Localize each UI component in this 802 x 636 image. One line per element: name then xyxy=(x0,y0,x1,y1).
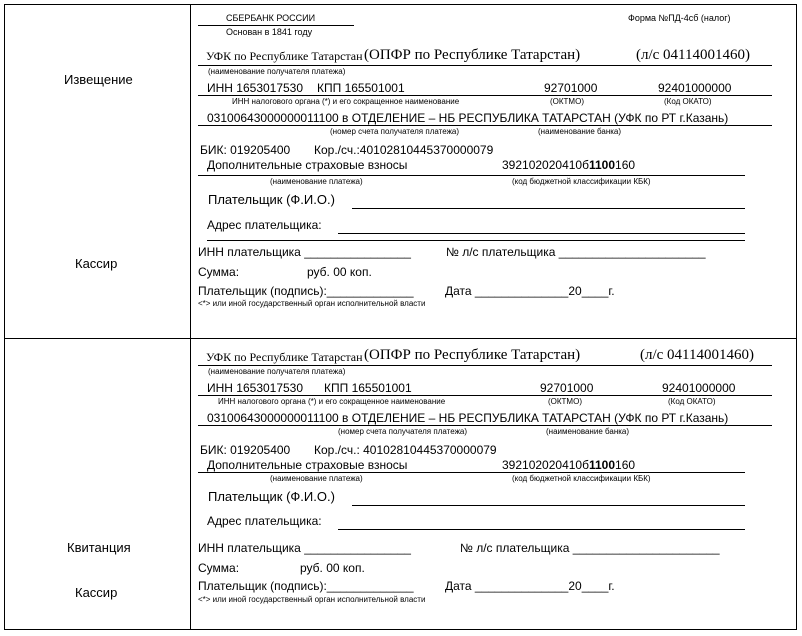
payment-caption: (наименование платежа) xyxy=(270,177,363,186)
recipient-name: (ОПФР по Республике Татарстан) xyxy=(364,47,581,63)
payer-inn-field[interactable]: ИНН плательщика ________________ xyxy=(198,245,411,259)
inn-caption: ИНН налогового органа (*) и его сокращенное наименование xyxy=(218,397,446,406)
footnote: <*> или иной государственный орган исполнительной власти xyxy=(198,299,426,308)
recipient-account: (л/с 04114001460) xyxy=(636,47,750,63)
payer-address-field-2[interactable] xyxy=(207,240,745,241)
okato-value: 92401000000 xyxy=(662,381,736,395)
payer-address-field[interactable] xyxy=(338,233,745,234)
okato-caption: (Код ОКАТО) xyxy=(668,397,716,406)
cashier-label: Кассир xyxy=(75,256,118,271)
payer-signature-field[interactable]: Плательщик (подпись):_____________ xyxy=(198,579,414,593)
recipient-prefix: УФК по Республике Татарстан xyxy=(206,49,363,63)
kor-account-value: Кор./сч.: 40102810445370000079 xyxy=(314,443,497,457)
inn-caption: ИНН налогового органа (*) и его сокращенное наименование xyxy=(232,97,460,106)
account-line: 03100643000000011100 в ОТДЕЛЕНИЕ – НБ РЕСПУБЛИКА ТАТАРСТАН (УФК по РТ г.Казань) xyxy=(207,111,729,125)
payer-address-label: Адрес плательщика: xyxy=(207,218,322,232)
account-rule xyxy=(198,425,772,426)
payment-name: Дополнительные страховые взносы xyxy=(207,158,408,172)
bank-caption: (наименование банка) xyxy=(546,427,630,436)
recipient-prefix: УФК по Республике Татарстан xyxy=(206,350,363,364)
payment-name: Дополнительные страховые взносы xyxy=(207,458,408,472)
date-field[interactable]: Дата ______________20____г. xyxy=(445,284,615,298)
account-caption: (номер счета получателя платежа) xyxy=(338,427,468,436)
payment-rule xyxy=(198,472,745,473)
cashier-label: Кассир xyxy=(75,585,118,600)
payer-name-label: Плательщик (Ф.И.О.) xyxy=(208,489,335,504)
kbk-code-part-a: 392102020410б xyxy=(502,158,589,172)
payer-account-field[interactable]: № л/с плательщика ______________________ xyxy=(460,541,720,555)
payer-name-field[interactable] xyxy=(352,505,745,506)
sum-value: руб. 00 коп. xyxy=(300,561,365,575)
payment-caption: (наименование платежа) xyxy=(270,474,363,483)
payer-address-field[interactable] xyxy=(338,529,745,530)
oktmo-value: 92701000 xyxy=(544,81,598,95)
kbk-code xyxy=(502,158,635,172)
payer-address-label: Адрес плательщика: xyxy=(207,514,322,528)
account-caption: (номер счета получателя платежа) xyxy=(330,127,460,136)
kbk-code-part-c: 160 xyxy=(615,458,636,472)
kbk-code-part-c: 160 xyxy=(615,158,636,172)
recipient-account: (л/с 04114001460) xyxy=(640,347,754,363)
sum-label: Сумма: xyxy=(198,561,240,575)
sum-label: Сумма: xyxy=(198,265,240,279)
inn-value: ИНН 1653017530 xyxy=(207,81,304,95)
inn-rule xyxy=(198,395,772,396)
date-field[interactable]: Дата ______________20____г. xyxy=(445,579,615,593)
payment-rule xyxy=(198,175,745,176)
sum-value: руб. 00 коп. xyxy=(307,265,372,279)
footnote: <*> или иной государственный орган исполнительной власти xyxy=(198,595,426,604)
recipient-caption: (наименование получателя платежа) xyxy=(208,67,346,76)
kbk-code xyxy=(502,458,635,472)
kpp-value: КПП 165501001 xyxy=(317,81,405,95)
kbk-code-part-a: 392102020410б xyxy=(502,458,589,472)
payer-account-field[interactable]: № л/с плательщика ______________________ xyxy=(446,245,706,259)
oktmo-caption: (ОКТМО) xyxy=(548,397,582,406)
section-divider xyxy=(4,338,797,339)
kbk-caption: (код бюджетной классификации КБК) xyxy=(512,474,651,483)
oktmo-caption: (ОКТМО) xyxy=(550,97,584,106)
bik-value: БИК: 019205400 xyxy=(200,143,291,157)
notice-label: Извещение xyxy=(64,72,133,87)
inn-value: ИНН 1653017530 xyxy=(207,381,304,395)
okato-caption: (Код ОКАТО) xyxy=(664,97,712,106)
recipient-name: (ОПФР по Республике Татарстан) xyxy=(364,347,581,363)
form-number: Форма №ПД-4сб (налог) xyxy=(628,13,731,23)
inn-rule xyxy=(198,95,772,96)
account-rule xyxy=(198,125,772,126)
kor-account-value: Кор./сч.:40102810445370000079 xyxy=(314,143,494,157)
okato-value: 92401000000 xyxy=(658,81,732,95)
recipient-rule xyxy=(198,365,772,366)
payer-inn-field[interactable]: ИНН плательщика ________________ xyxy=(198,541,411,555)
payer-name-field[interactable] xyxy=(352,208,745,209)
column-divider xyxy=(190,4,191,630)
kbk-caption: (код бюджетной классификации КБК) xyxy=(512,177,651,186)
receipt-label: Квитанция xyxy=(67,540,131,555)
payer-signature-field[interactable]: Плательщик (подпись):_____________ xyxy=(198,284,414,298)
recipient-rule xyxy=(198,65,772,66)
kpp-value: КПП 165501001 xyxy=(324,381,412,395)
recipient-caption: (наименование получателя платежа) xyxy=(208,367,346,376)
bank-caption: (наименование банка) xyxy=(538,127,622,136)
kbk-code-part-b: 1100 xyxy=(588,458,616,472)
kbk-code-part-b: 1100 xyxy=(588,158,616,172)
bank-founded: Основан в 1841 году xyxy=(226,27,313,37)
oktmo-value: 92701000 xyxy=(540,381,594,395)
bik-value: БИК: 019205400 xyxy=(200,443,291,457)
bank-name: СБЕРБАНК РОССИИ xyxy=(226,13,316,23)
bank-name-rule xyxy=(198,25,354,26)
account-line: 03100643000000011100 в ОТДЕЛЕНИЕ – НБ РЕСПУБЛИКА ТАТАРСТАН (УФК по РТ г.Казань) xyxy=(207,411,729,425)
payer-name-label: Плательщик (Ф.И.О.) xyxy=(208,192,335,207)
